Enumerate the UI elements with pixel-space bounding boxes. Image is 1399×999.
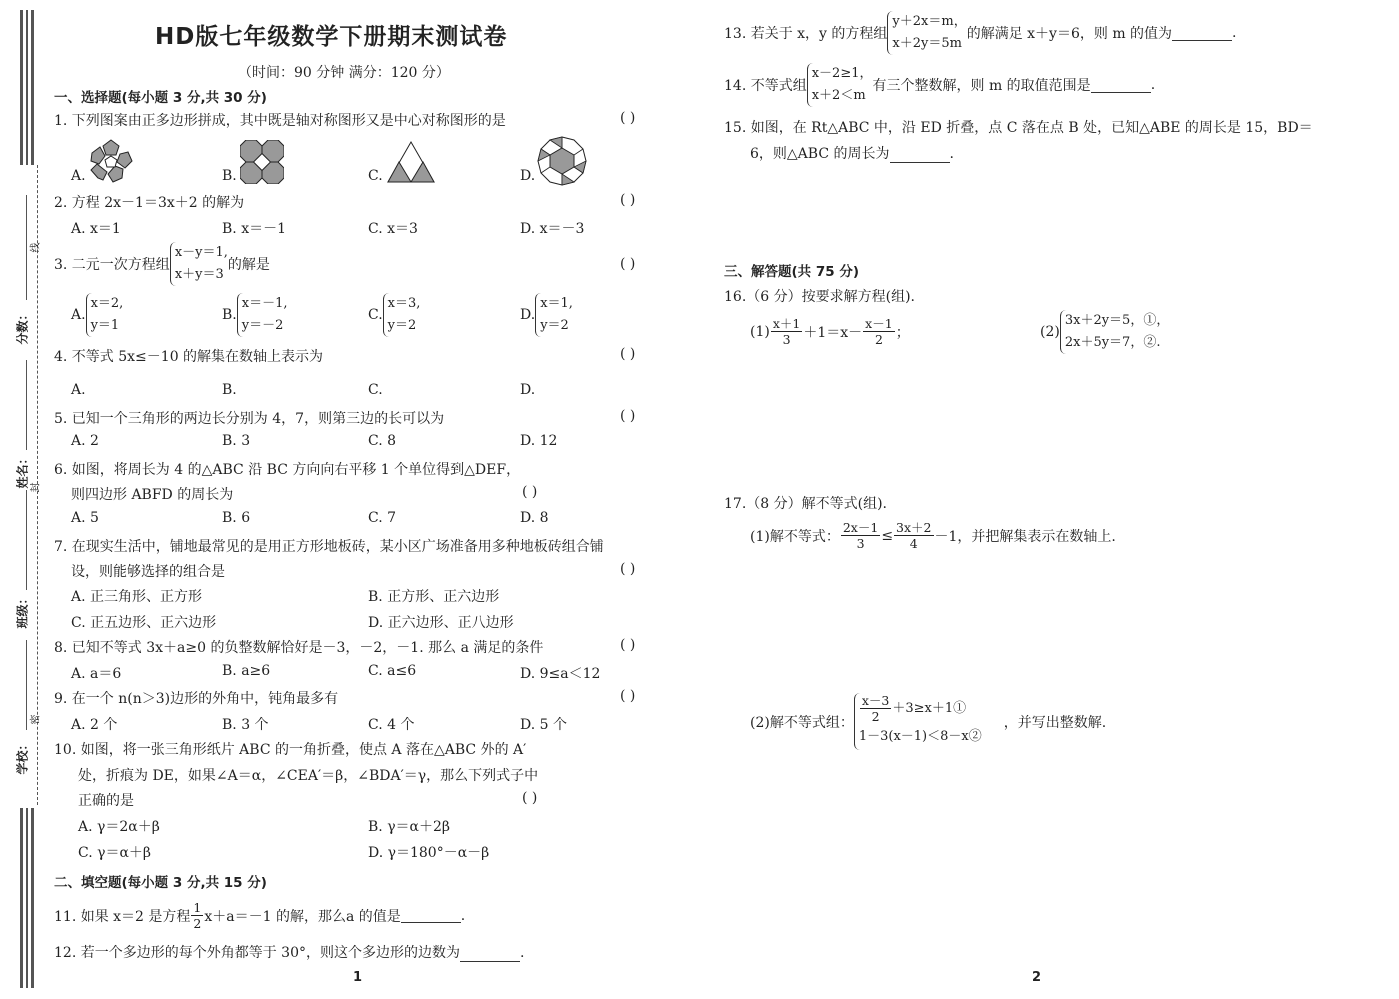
q9-option-d: D. 5 个 — [520, 717, 567, 733]
q3-d1: x＝1, — [540, 296, 573, 311]
q15-end: . — [949, 146, 954, 162]
q5-text: 5. 已知一个三角形的两边长分别为 4，7，则第三边的长可以为 — [54, 411, 445, 427]
binding-bar-bottom-1 — [20, 808, 23, 988]
school-label: 学校： — [15, 738, 30, 775]
binding-bar-bottom-3 — [31, 808, 34, 988]
q9-text: 9. 在一个 n(n＞3)边形的外角中，钝角最多有 — [54, 691, 339, 707]
page-subtitle: （时间：90 分钟 满分：120 分） — [238, 65, 450, 81]
q16-frac2-den: 2 — [874, 332, 883, 347]
q17-eq2: 1－3(x－1)＜8－x② — [858, 729, 982, 744]
q17-frac2 — [894, 520, 933, 551]
q11-post: x＋a＝－1 的解，那么a 的值是 — [204, 908, 401, 925]
q1-figure-b-octagons — [240, 140, 284, 184]
q13-pre: 13. 若关于 x，y 的方程组 — [724, 26, 888, 42]
q12-answer-blank[interactable] — [460, 947, 520, 962]
q17-frac2-den: 4 — [909, 536, 918, 551]
q13-line — [724, 11, 1237, 55]
q1-option-a: A. — [71, 168, 86, 184]
q17-frac3-num: x－3 — [861, 693, 890, 708]
class-label: 班级： — [15, 592, 30, 629]
q13-system — [887, 11, 966, 55]
q7-line1: 7. 在现实生活中，铺地最常见的是用正方形地板砖，某小区广场准备用多种地板砖组合铺 — [54, 539, 604, 555]
q16-frac2 — [863, 316, 895, 347]
q7-option-b: B. 正方形、正六边形 — [368, 589, 500, 605]
q15-line1: 15. 如图，在 Rt△ABC 中，沿 ED 折叠，点 C 落在点 B 处，已知△ABE 的周长是 15，BD＝ — [724, 120, 1313, 136]
q3-option-c-letter: C. — [368, 307, 383, 323]
q3-a1: x＝2, — [90, 296, 124, 311]
q3-c2: y＝2 — [387, 318, 417, 333]
q16-part1-pre: (1) — [750, 323, 770, 340]
q6-option-d: D. 8 — [520, 510, 549, 526]
q6-option-c: C. 7 — [368, 510, 397, 526]
q14-answer-blank[interactable] — [1091, 78, 1151, 93]
q17-part1-pre: (1)解不等式： — [750, 528, 840, 545]
q16-system — [1060, 310, 1170, 354]
q13-post: 的解满足 x＋y＝6，则 m 的值为 — [966, 26, 1173, 42]
page-number-1: 1 — [353, 970, 363, 985]
q3-b1: x＝－1, — [241, 296, 288, 311]
q3-line — [54, 242, 270, 286]
q3-c1: x＝3, — [387, 296, 421, 311]
section-choice-heading: 一、选择题(每小题 3 分,共 30 分) — [54, 90, 267, 106]
q15-line2-text: 6，则△ABC 的周长为 — [750, 146, 890, 162]
q3-option-c-system — [383, 293, 421, 337]
page-title: HD版七年级数学下册期末测试卷 — [155, 24, 508, 50]
seal-char-feng: 封 — [30, 482, 42, 493]
q14-post: 有三个整数解，则 m 的取值范围是 — [872, 78, 1091, 94]
q3-option-b-letter: B. — [222, 307, 237, 323]
q6-line2: 则四边形 ABFD 的周长为 — [71, 487, 234, 503]
q16-part1-mid: ＋1＝x－ — [803, 324, 863, 341]
q10-answer-paren: ( ) — [522, 790, 538, 806]
q3-a2: y＝1 — [90, 318, 120, 333]
q3-option-a-system — [86, 293, 124, 337]
q16-frac1 — [771, 316, 803, 347]
score-label: 分数： — [15, 308, 30, 345]
q17-part1-mid: ≤ — [881, 527, 894, 544]
q7-answer-paren: ( ) — [620, 561, 636, 577]
q9-answer-paren: ( ) — [620, 688, 636, 704]
q16-part1-end: ； — [895, 324, 910, 341]
q17-frac1 — [841, 520, 880, 551]
q5-option-c: C. 8 — [368, 433, 397, 449]
q17-part1 — [750, 520, 1116, 551]
q3-option-a-letter: A. — [71, 307, 86, 323]
q6-option-b: B. 6 — [222, 510, 251, 526]
q13-eq2: x＋2y＝5m — [892, 36, 962, 51]
q3-d2: y＝2 — [540, 318, 569, 333]
q11-pre: 11. 如果 x＝2 是方程 — [54, 908, 191, 925]
q8-option-a: A. a＝6 — [71, 666, 122, 682]
q3-answer-paren: ( ) — [620, 256, 636, 272]
q16-frac1-den: 3 — [782, 332, 791, 347]
q5-option-a: A. 2 — [71, 433, 99, 449]
q1-answer-paren: ( ) — [620, 110, 636, 126]
q14-eq2: x＋2＜m — [811, 88, 866, 103]
q3-system — [170, 242, 228, 286]
q1-option-c: C. — [368, 168, 383, 184]
q17-system — [854, 693, 982, 750]
q5-option-b: B. 3 — [222, 433, 251, 449]
binding-bar-top-1 — [20, 10, 23, 165]
q1-text: 1. 下列图案由正多边形拼成，其中既是轴对称图形又是中心对称图形的是 — [54, 113, 506, 129]
q17-eq1 — [859, 693, 982, 724]
name-underline — [26, 360, 27, 450]
q16-frac2-num: x－1 — [865, 316, 893, 331]
q15-answer-blank[interactable] — [890, 148, 950, 163]
q2-option-b: B. x＝－1 — [222, 221, 286, 237]
q8-answer-paren: ( ) — [620, 637, 636, 653]
name-label: 姓名： — [15, 452, 30, 489]
q6-answer-paren: ( ) — [522, 484, 538, 500]
q17-frac1-num: 2x－1 — [842, 520, 879, 535]
q12-end: . — [519, 945, 525, 961]
q7-option-a: A. 正三角形、正方形 — [71, 589, 203, 605]
q10-option-a: A. γ＝2α＋β — [78, 819, 160, 835]
q9-option-c: C. 4 个 — [368, 717, 415, 733]
q4-text: 4. 不等式 5x≤－10 的解集在数轴上表示为 — [54, 349, 324, 365]
q3-eq2: x＋y＝3 — [174, 267, 224, 282]
q4-option-a: A. — [71, 382, 86, 398]
seal-char-mi: 密 — [30, 714, 42, 725]
q3-option-d-system — [535, 293, 573, 337]
q12-line — [54, 942, 524, 962]
q10-option-c: C. γ＝α＋β — [78, 845, 152, 861]
q5-answer-paren: ( ) — [620, 408, 636, 424]
q15-line2 — [750, 143, 954, 163]
section-fill-heading: 二、填空题(每小题 3 分,共 15 分) — [54, 875, 267, 891]
q11-numerator: 1 — [193, 900, 202, 915]
q1-figure-d-dodecagon — [537, 136, 587, 186]
q17-part2-pre: (2)解不等式组： — [750, 714, 854, 731]
q11-end: . — [460, 907, 466, 924]
q2-text: 2. 方程 2x－1＝3x＋2 的解为 — [54, 195, 245, 211]
q7-line2: 设，则能够选择的组合是 — [71, 564, 225, 580]
q11-line — [54, 900, 465, 931]
q4-option-c: C. — [368, 382, 383, 398]
q13-answer-blank[interactable] — [1172, 26, 1232, 41]
q11-denominator: 2 — [193, 916, 202, 931]
q17-part2-end: ，并写出整数解. — [1003, 714, 1107, 731]
q17-frac1-den: 3 — [856, 536, 865, 551]
q2-answer-paren: ( ) — [620, 192, 636, 208]
q9-option-b: B. 3 个 — [222, 717, 269, 733]
q7-option-c: C. 正五边形、正六边形 — [71, 615, 217, 631]
q13-eq1: y＋2x＝m， — [892, 14, 967, 29]
q10-option-d: D. γ＝180°－α－β — [368, 845, 490, 861]
q1-option-d: D. — [520, 168, 536, 184]
q8-option-d: D. 9≤a＜12 — [520, 666, 601, 682]
q8-option-b: B. a≥6 — [222, 663, 271, 679]
class-underline — [26, 490, 27, 590]
q9-option-a: A. 2 个 — [71, 717, 118, 733]
q7-option-d: D. 正六边形、正八边形 — [368, 615, 514, 631]
q2-option-a: A. x＝1 — [71, 221, 121, 237]
q1-figure-a-pentagons — [88, 138, 134, 184]
q16-eq1: 3x＋2y＝5，①， — [1064, 313, 1170, 328]
q10-option-b: B. γ＝α＋2β — [368, 819, 451, 835]
q3-option-a — [71, 293, 123, 337]
q16-text: 16.（6 分）按要求解方程(组). — [724, 289, 915, 305]
q16-frac1-num: x＋1 — [772, 316, 801, 331]
q2-option-c: C. x＝3 — [368, 221, 418, 237]
q3-option-d-letter: D. — [520, 307, 536, 323]
q17-frac2-num: 3x＋2 — [896, 520, 932, 535]
q12-text: 12. 若一个多边形的每个外角都等于 30°，则这个多边形的边数为 — [54, 945, 460, 961]
q8-text: 8. 已知不等式 3x＋a≥0 的负整数解恰好是－3，－2，－1. 那么 a 满足的条件 — [54, 640, 544, 656]
q3-post: 的解是 — [227, 257, 270, 273]
page-number-2: 2 — [1032, 970, 1042, 985]
q17-part1-end: －1，并把解集表示在数轴上. — [934, 528, 1116, 545]
q17-frac3 — [860, 693, 892, 724]
q1-figure-c-triangles — [386, 140, 436, 184]
q14-line — [724, 63, 1155, 107]
q3-option-d — [520, 293, 573, 337]
q3-pre: 3. 二元一次方程组 — [54, 257, 170, 273]
q3-option-c — [368, 293, 420, 337]
binding-bar-top-3 — [31, 10, 34, 165]
q13-end: . — [1232, 25, 1237, 41]
q17-frac3-den: 2 — [871, 709, 880, 724]
q16-part1 — [750, 316, 910, 347]
seal-char-xian: 线 — [30, 242, 42, 253]
q6-option-a: A. 5 — [71, 510, 99, 526]
q16-part2 — [1040, 310, 1169, 354]
q17-part2 — [750, 693, 1106, 750]
q4-answer-paren: ( ) — [620, 346, 636, 362]
q3-b2: y＝－2 — [241, 318, 284, 333]
q3-option-b — [222, 293, 288, 337]
q10-line1: 10. 如图，将一张三角形纸片 ABC 的一角折叠，使点 A 落在△ABC 外的 A′ — [54, 742, 527, 758]
q10-line2: 处，折痕为 DE，如果∠A＝α，∠CEA′＝β，∠BDA′＝γ，那么下列式子中 — [78, 768, 539, 784]
q5-option-d: D. 12 — [520, 433, 558, 449]
q4-option-b: B. — [222, 382, 237, 398]
q8-option-c: C. a≤6 — [368, 663, 417, 679]
q17-eq1-post: ＋3≥x＋1① — [892, 700, 967, 716]
q16-eq2: 2x＋5y＝7，②. — [1064, 335, 1161, 350]
q11-answer-blank[interactable] — [401, 908, 461, 923]
binding-bar-bottom-2 — [26, 808, 28, 988]
q3-eq1: x－y＝1, — [174, 245, 228, 260]
q1-option-b: B. — [222, 168, 237, 184]
binding-bar-top-2 — [26, 10, 28, 165]
q14-pre: 14. 不等式组 — [724, 78, 807, 94]
q10-line3: 正确的是 — [78, 793, 134, 809]
q16-part2-pre: (2) — [1040, 324, 1060, 340]
q17-text: 17.（8 分）解不等式(组). — [724, 496, 887, 512]
q6-line1: 6. 如图，将周长为 4 的△ABC 沿 BC 方向向右平移 1 个单位得到△DEF， — [54, 462, 521, 478]
q11-fraction — [191, 900, 203, 931]
section-solve-heading: 三、解答题(共 75 分) — [724, 264, 860, 280]
q2-option-d: D. x＝－3 — [520, 221, 585, 237]
q14-eq1: x－2≥1， — [811, 66, 873, 81]
q14-system — [807, 63, 873, 107]
q3-option-b-system — [237, 293, 288, 337]
q4-option-d: D. — [520, 382, 536, 398]
q14-end: . — [1150, 77, 1156, 93]
